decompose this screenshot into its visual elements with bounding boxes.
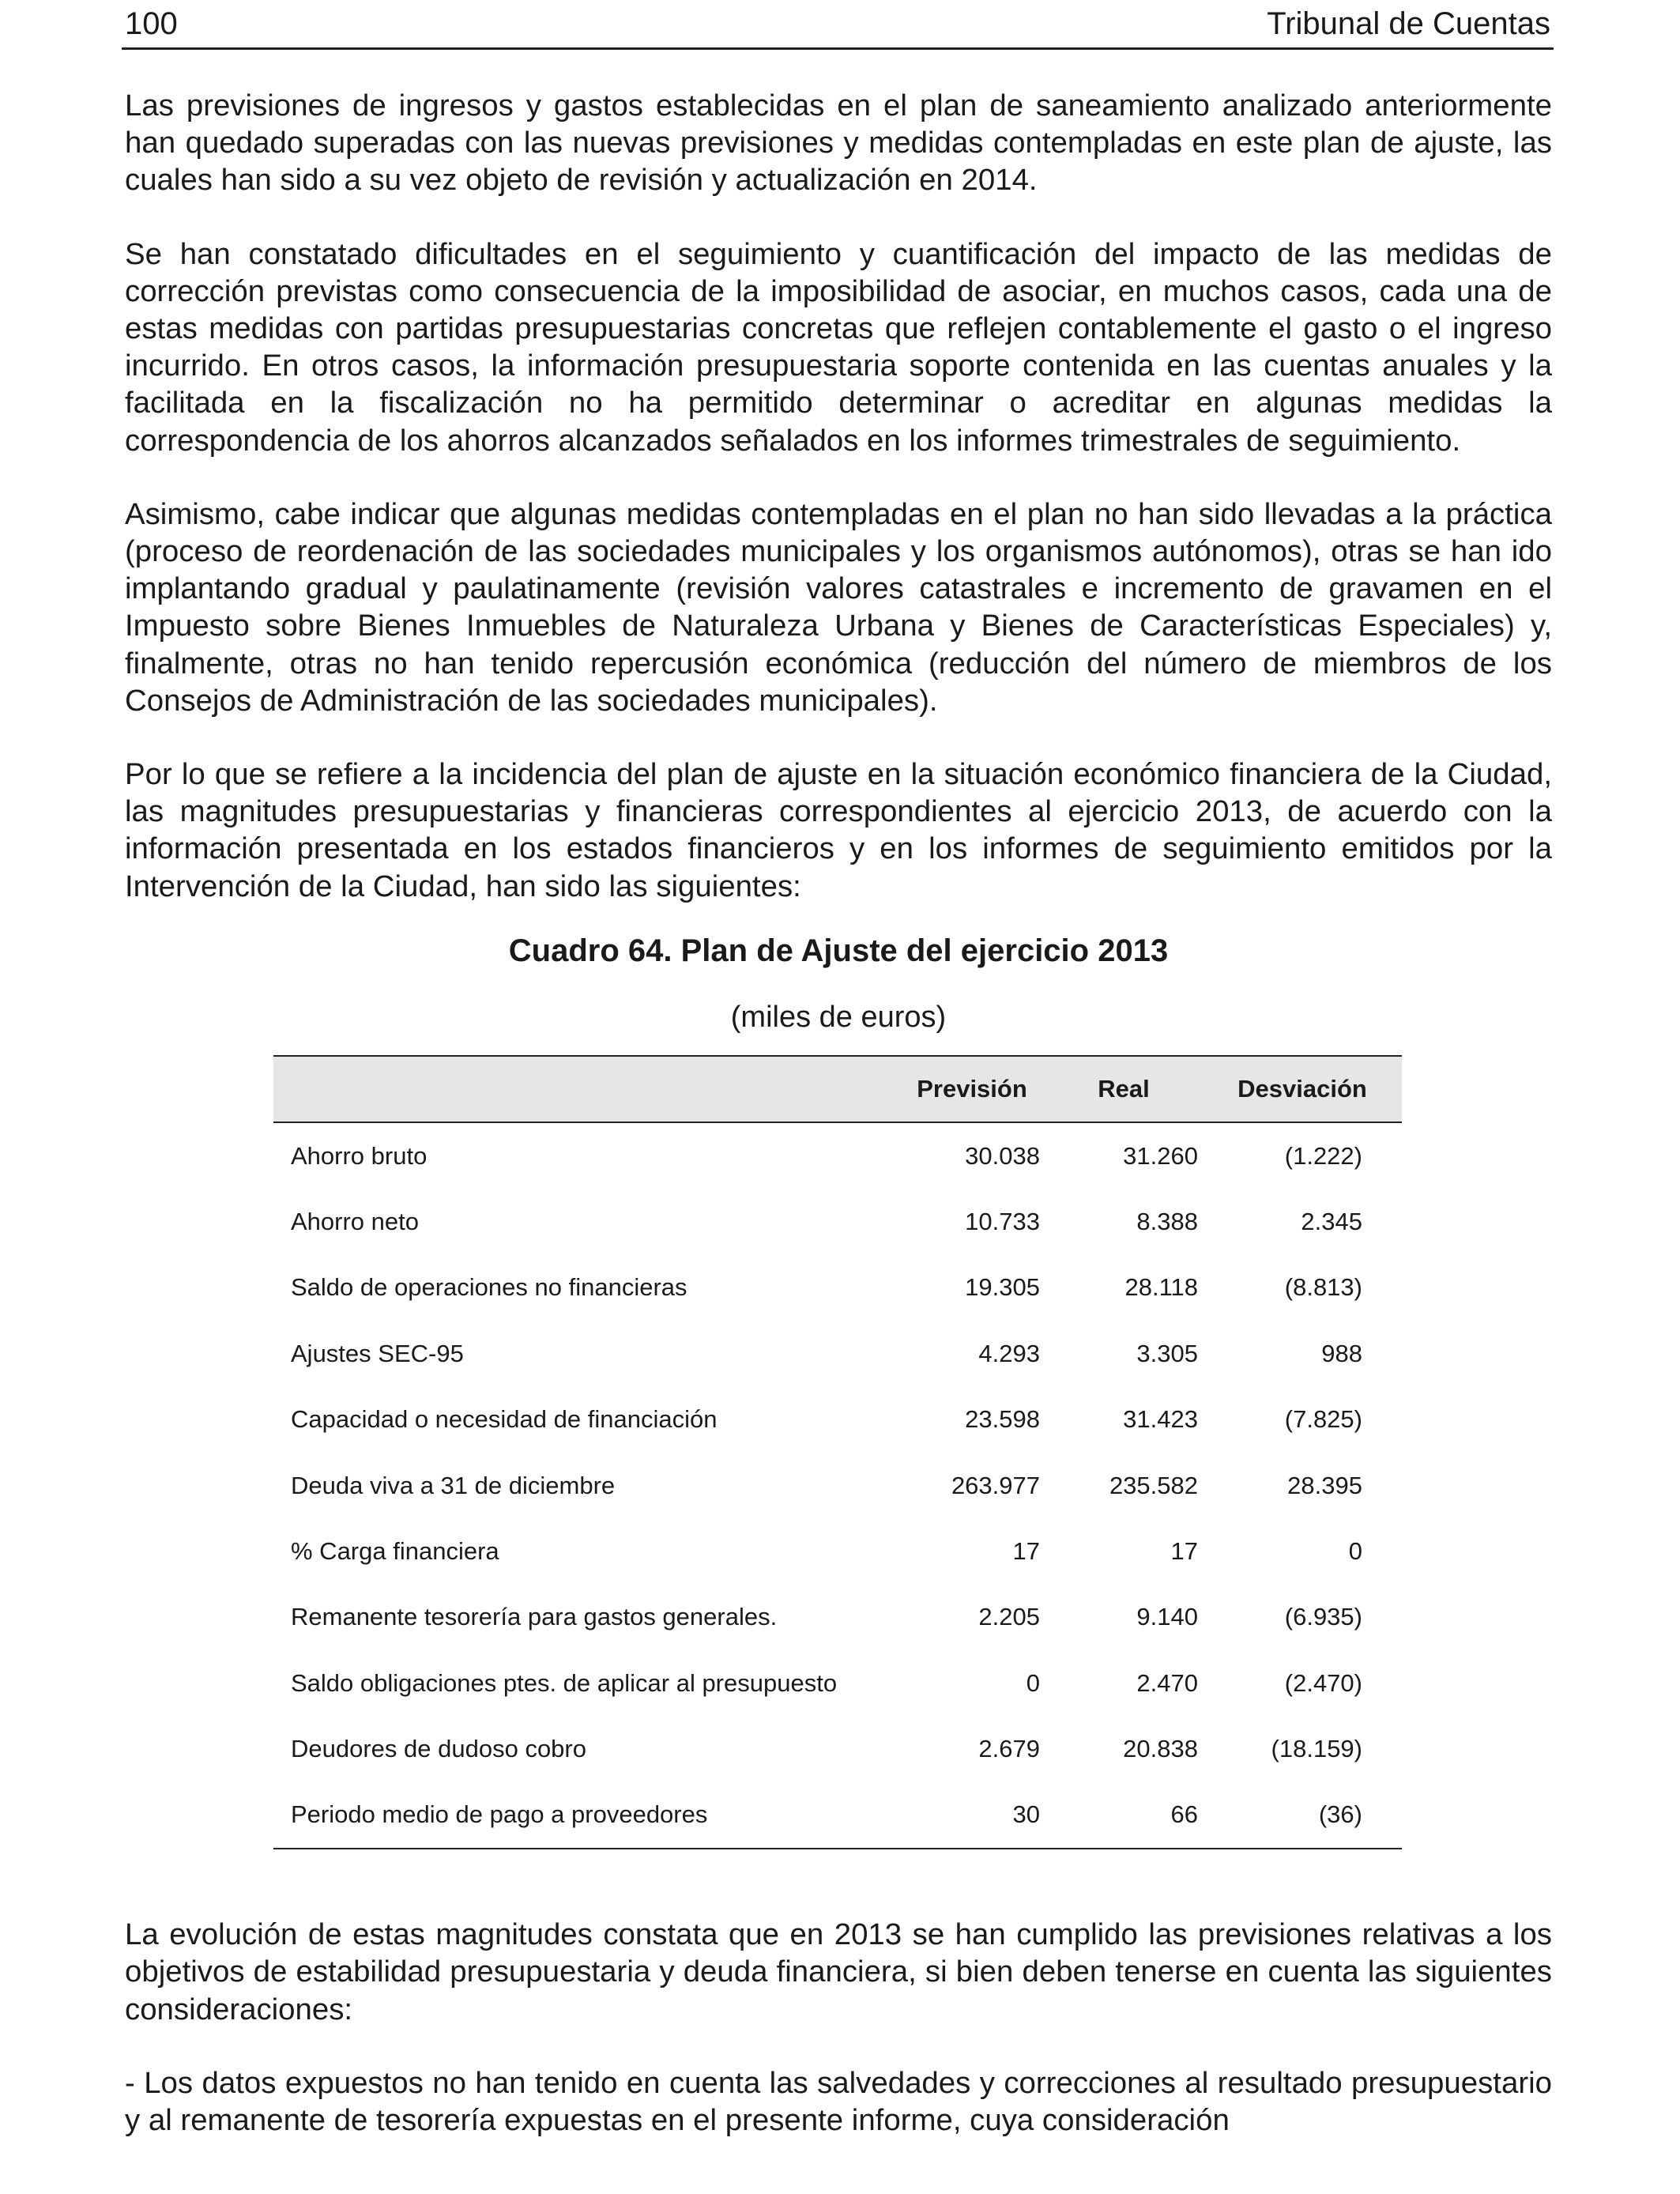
- row-label: % Carga financiera: [291, 1536, 499, 1565]
- cell-real: 28.118: [1124, 1273, 1198, 1302]
- cell-desviacion: (36): [1203, 1782, 1402, 1849]
- cell-desviacion: (2.470): [1284, 1668, 1362, 1697]
- cell-desviacion: (8.813): [1284, 1273, 1362, 1302]
- cell-real: 31.423: [1123, 1405, 1198, 1434]
- table-row: [273, 1716, 1402, 1781]
- row-label: Ahorro neto: [291, 1207, 419, 1235]
- table-row: [273, 1650, 1402, 1716]
- cell-desviacion: 0: [1348, 1536, 1362, 1565]
- page-header: [122, 0, 1554, 50]
- cell-real: 20.838: [1123, 1735, 1198, 1763]
- row-label: Ahorro bruto: [291, 1141, 428, 1170]
- cell-prevision: 2.205: [978, 1603, 1040, 1631]
- running-title: Tribunal de Cuentas: [1267, 6, 1550, 41]
- row-label: Deuda viva a 31 de diciembre: [291, 1471, 616, 1499]
- table-units: (miles de euros): [730, 1000, 947, 1034]
- page-body: [125, 87, 1552, 2175]
- cell-prevision: 263.977: [951, 1471, 1040, 1499]
- paragraph-2: Se han constatado dificultades en el seguimiento y cuantificación del impacto de las medidas de corrección previstas como consecuencia de la imposibilidad de asociar, en muchos casos, cada una de estas medidas con partidas presupuestarias concretas que reflejen contablemente el gasto o el ingreso incurrido. En otros casos, la información presupuestaria soporte contenida en las cuentas anuales y la facilitada en la fiscalización no ha permitido determinar o acreditar en algunas medidas la correspondencia de los ahorros alcanzados señalados en los informes trimestrales de seguimiento.: [125, 236, 1552, 458]
- table-header-row: [273, 1056, 1402, 1122]
- cell-real: 17: [1170, 1536, 1198, 1565]
- cell-real: 31.260: [1123, 1141, 1198, 1170]
- cell-real: 9.140: [1136, 1603, 1198, 1631]
- cell-prevision: 19.305: [965, 1273, 1040, 1302]
- header-desviacion: Desviación: [1203, 1056, 1402, 1122]
- table-row: [273, 1585, 1402, 1650]
- paragraph-6: - Los datos expuestos no han tenido en cuenta las salvedades y correcciones al resultado presupuestario y al remanente de tesorería expuestas en el presente informe, cuya consideración: [125, 2065, 1552, 2137]
- cell-desviacion: 2.345: [1301, 1207, 1362, 1235]
- paragraph-3: Asimismo, cabe indicar que algunas medidas contempladas en el plan no han sido llevadas a la práctica (proceso de reordenación de las sociedades municipales y los organismos autónomos), otras se han ido implantando gradual y paulatinamente (revisión valores catastrales e incremento de gravamen en el Impuesto sobre Bienes Inmuebles de Naturaleza Urbana y Bienes de Características Especiales) y, finalmente, otras no han tenido repercusión económica (reducción del número de miembros de los Consejos de Administración de las sociedades municipales).: [125, 496, 1552, 718]
- cell-desviacion: (18.159): [1271, 1735, 1362, 1763]
- cell-prevision: 23.598: [965, 1405, 1040, 1434]
- row-label: Deudores de dudoso cobro: [291, 1735, 586, 1763]
- cell-desviacion: (6.935): [1284, 1603, 1362, 1631]
- table-row: [273, 1255, 1402, 1321]
- table-row: [273, 1518, 1402, 1584]
- table-row: [273, 1189, 1402, 1254]
- cell-desviacion: 988: [1321, 1339, 1362, 1367]
- paragraph-5: La evolución de estas magnitudes constata que en 2013 se han cumplido las previsiones relativas a los objetivos de estabilidad presupuestaria y deuda financiera, si bien deben tenerse en cuenta las siguientes consideraciones:: [125, 1917, 1552, 2026]
- row-label: Saldo obligaciones ptes. de aplicar al presupuesto: [291, 1668, 838, 1697]
- cell-prevision: 10.733: [965, 1207, 1040, 1235]
- table-row: [273, 1453, 1402, 1518]
- cell-prevision: 4.293: [978, 1339, 1040, 1367]
- row-label: Periodo medio de pago a proveedores: [273, 1782, 899, 1849]
- row-label: Saldo de operaciones no financieras: [291, 1273, 687, 1302]
- page-number: 100: [125, 6, 178, 41]
- row-label: Capacidad o necesidad de financiación: [291, 1405, 718, 1434]
- row-label: Remanente tesorería para gastos generales.: [291, 1603, 778, 1631]
- cell-real: 3.305: [1136, 1339, 1198, 1367]
- table-caption: Cuadro 64. Plan de Ajuste del ejercicio 2013: [508, 933, 1169, 968]
- cell-real: 66: [1045, 1782, 1203, 1849]
- cell-prevision: 30: [899, 1782, 1045, 1849]
- row-label: Ajustes SEC-95: [291, 1339, 464, 1367]
- cell-prevision: 30.038: [965, 1141, 1040, 1170]
- table-row: [273, 1321, 1402, 1386]
- table-row: [273, 1782, 1402, 1849]
- cell-desviacion: 28.395: [1287, 1471, 1362, 1499]
- header-real: Real: [1045, 1056, 1203, 1122]
- cell-prevision: 2.679: [978, 1735, 1040, 1763]
- cell-real: 8.388: [1136, 1207, 1198, 1235]
- cell-prevision: 0: [1026, 1668, 1040, 1697]
- cell-desviacion: (7.825): [1284, 1405, 1362, 1434]
- header-label: [273, 1056, 899, 1122]
- cell-real: 2.470: [1136, 1668, 1198, 1697]
- header-prevision: Previsión: [899, 1056, 1045, 1122]
- table-body: [273, 1122, 1402, 1849]
- table-row: [273, 1122, 1402, 1189]
- paragraph-4: Por lo que se refiere a la incidencia del plan de ajuste en la situación económico financiera de la Ciudad, las magnitudes presupuestarias y financieras correspondientes al ejercicio 2013, de acuerdo con la información presentada en los estados financieros y en los informes de seguimiento emitidos por la Intervención de la Ciudad, han sido las siguientes:: [125, 757, 1552, 903]
- cell-prevision: 17: [1012, 1536, 1040, 1565]
- cell-real: 235.582: [1109, 1471, 1198, 1499]
- table-row: [273, 1386, 1402, 1452]
- paragraph-1: Las previsiones de ingresos y gastos establecidas en el plan de saneamiento analizado anteriormente han quedado superadas con las nuevas previsiones y medidas contempladas en este plan de ajuste, las cuales han sido a su vez objeto de revisión y actualización en 2014.: [125, 89, 1552, 198]
- cell-desviacion: (1.222): [1284, 1141, 1362, 1170]
- plan-ajuste-table: [273, 1055, 1402, 1849]
